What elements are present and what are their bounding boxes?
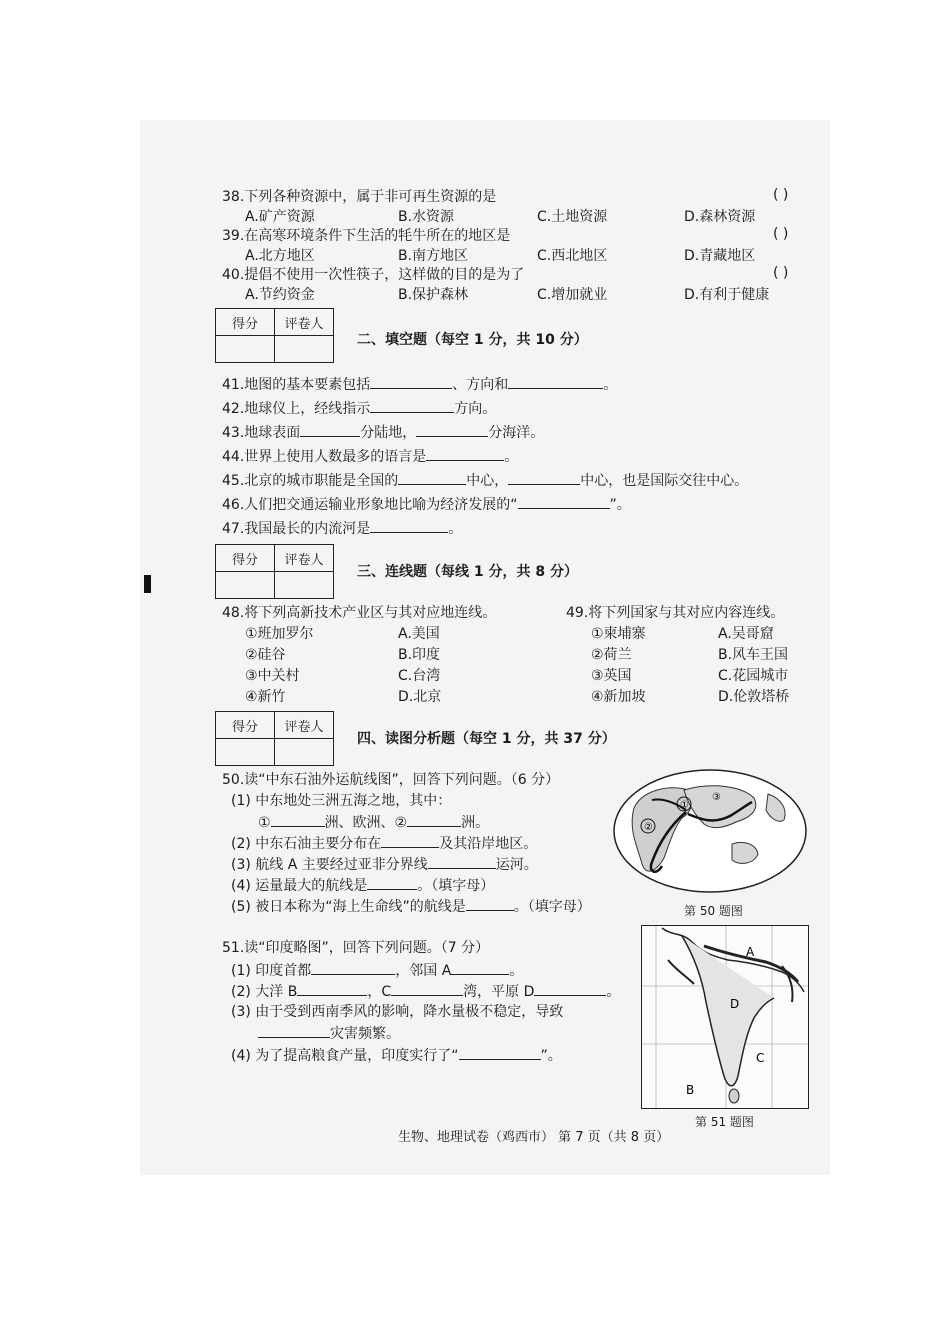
score-cell[interactable] — [216, 336, 275, 363]
q50-1b-text-b: 洲、欧洲、② — [324, 815, 408, 831]
blank-51-6[interactable] — [258, 1023, 330, 1038]
q48-right-d[interactable]: D.北京 — [398, 689, 442, 705]
blank-45-1[interactable] — [398, 470, 466, 485]
q50-1b-text-c: 洲。 — [461, 815, 490, 831]
q51-3b-text: 灾害频繁。 — [330, 1026, 400, 1042]
route-label-3: ③ — [712, 792, 721, 803]
blank-46[interactable] — [518, 494, 610, 509]
blank-51-5[interactable] — [534, 981, 606, 996]
grader-cell[interactable] — [275, 739, 334, 766]
option-38a: A.矿产资源 — [245, 209, 315, 225]
caption-map-51: 第 51 题图 — [695, 1115, 754, 1129]
map-label-c: C — [756, 1051, 765, 1065]
blank-50-2[interactable] — [407, 812, 461, 827]
q44-text-a: 44.世界上使用人数最多的语言是 — [222, 449, 427, 465]
q47-text-b: 。 — [448, 521, 463, 537]
q47-text-a: 47.我国最长的内流河是 — [222, 521, 371, 537]
question-47 — [222, 518, 462, 539]
q42-text-b: 方向。 — [454, 401, 497, 417]
q45-text-c: 中心，也是国际交往中心。 — [580, 473, 749, 489]
score-cell[interactable] — [216, 739, 275, 766]
q50-sub-2 — [231, 833, 537, 854]
q51-2-text-b: ，C — [367, 984, 392, 1000]
score-label: 得分 — [216, 545, 275, 572]
option-40d: D.有利于健康 — [684, 287, 770, 303]
q51-sub-4 — [231, 1045, 562, 1066]
option-40c: C.增加就业 — [537, 287, 608, 303]
q49-right-a[interactable]: A.吴哥窟 — [718, 626, 774, 642]
q50-sub-1b — [258, 812, 489, 833]
section-title-match: 三、连线题（每线 1 分，共 8 分） — [357, 564, 578, 580]
q48-right-b[interactable]: B.印度 — [398, 647, 441, 663]
q48-left-4[interactable]: ④新竹 — [245, 689, 286, 705]
q49-right-b[interactable]: B.风车王国 — [718, 647, 789, 663]
page-footer: 生物、地理试卷（鸡西市） 第 7 页（共 8 页） — [398, 1130, 670, 1145]
blank-50-5[interactable] — [367, 875, 417, 890]
option-39c: C.西北地区 — [537, 248, 608, 264]
q41-text-a: 41.地图的基本要素包括 — [222, 377, 371, 393]
q49-left-2[interactable]: ②荷兰 — [591, 647, 632, 663]
question-42 — [222, 398, 496, 419]
q51-2-text-c: 湾，平原 D — [463, 984, 535, 1000]
option-40b: B.保护森林 — [398, 287, 469, 303]
blank-51-3[interactable] — [297, 981, 367, 996]
route-label-1: ① — [680, 800, 689, 811]
q50-sub-1: (1) 中东地处三洲五海之地，其中： — [231, 793, 452, 809]
q49-right-c[interactable]: C.花园城市 — [718, 668, 789, 684]
q50-5-text-a: (5) 被日本称为“海上生命线”的航线是 — [231, 899, 466, 915]
q44-text-b: 。 — [504, 449, 519, 465]
score-box-fill — [215, 308, 334, 363]
score-box-map — [215, 711, 334, 766]
q51-2-text-a: (2) 大洋 B — [231, 984, 298, 1000]
india-map-graphic — [642, 926, 808, 1108]
q51-1-text-b: ，邻国 A — [395, 963, 452, 979]
question-51: 51.读“印度略图”，回答下列问题。（7 分） — [222, 940, 490, 956]
map-label-d: D — [730, 997, 740, 1011]
route-label-2: ② — [644, 822, 653, 833]
q50-1b-text-a: ① — [258, 815, 271, 831]
q50-4-text-b: 。（填字母） — [417, 878, 495, 894]
q50-sub-5 — [231, 896, 591, 917]
q43-text-c: 分海洋。 — [488, 425, 545, 441]
blank-50-4[interactable] — [428, 854, 496, 869]
q48-left-2[interactable]: ②硅谷 — [245, 647, 286, 663]
score-cell[interactable] — [216, 572, 275, 599]
score-box-match — [215, 544, 334, 599]
q50-sub-3 — [231, 854, 538, 875]
option-38b: B.水资源 — [398, 209, 455, 225]
q51-1-text-a: (1) 印度首都 — [231, 963, 312, 979]
q50-2-text-a: (2) 中东石油主要分布在 — [231, 836, 382, 852]
question-39: 39.在高寒环境条件下生活的牦牛所在的地区是 — [222, 228, 511, 244]
option-39a: A.北方地区 — [245, 248, 315, 264]
question-49: 49.将下列国家与其对应内容连线。 — [566, 605, 785, 621]
option-38c: C.土地资源 — [537, 209, 608, 225]
answer-paren-38[interactable]: ( ) — [773, 187, 789, 203]
grader-label: 评卷人 — [275, 309, 334, 336]
question-41 — [222, 374, 617, 395]
grader-cell[interactable] — [275, 572, 334, 599]
q49-left-1[interactable]: ①柬埔寨 — [591, 626, 646, 642]
scan-mark — [144, 575, 151, 593]
q49-left-3[interactable]: ③英国 — [591, 668, 632, 684]
question-50: 50.读“中东石油外运航线图”，回答下列问题。（6 分） — [222, 772, 560, 788]
q43-text-b: 分陆地， — [360, 425, 417, 441]
blank-50-3[interactable] — [381, 833, 439, 848]
blank-45-2[interactable] — [508, 470, 580, 485]
grader-cell[interactable] — [275, 336, 334, 363]
q46-text-b: ”。 — [609, 497, 631, 513]
q48-left-3[interactable]: ③中关村 — [245, 668, 300, 684]
q50-5-text-b: 。（填字母） — [513, 899, 591, 915]
blank-43-2[interactable] — [416, 422, 488, 437]
blank-47[interactable] — [370, 518, 448, 533]
q49-left-4[interactable]: ④新加坡 — [591, 689, 646, 705]
grader-label: 评卷人 — [275, 545, 334, 572]
map-label-b: B — [686, 1083, 695, 1097]
q51-sub-1 — [231, 960, 523, 981]
q46-text-a: 46.人们把交通运输业形象地比喻为经济发展的“ — [222, 497, 518, 513]
q41-text-b: 、方向和 — [452, 377, 509, 393]
world-map-graphic — [612, 768, 808, 894]
q51-1-text-c: 。 — [509, 963, 524, 979]
blank-51-7[interactable] — [459, 1045, 541, 1060]
q48-left-1[interactable]: ①班加罗尔 — [245, 626, 314, 642]
blank-50-6[interactable] — [466, 896, 514, 911]
section-title-fill: 二、填空题（每空 1 分，共 10 分） — [357, 332, 588, 348]
q45-text-a: 45.北京的城市职能是全国的 — [222, 473, 399, 489]
question-48: 48.将下列高新技术产业区与其对应地连线。 — [222, 605, 497, 621]
q51-2-text-d: 。 — [606, 984, 621, 1000]
blank-41-2[interactable] — [508, 374, 603, 389]
q51-sub-3: (3) 由于受到西南季风的影响，降水量极不稳定，导致 — [231, 1004, 564, 1020]
q50-4-text-a: (4) 运量最大的航线是 — [231, 878, 368, 894]
q50-sub-4 — [231, 875, 494, 896]
option-39d: D.青藏地区 — [684, 248, 756, 264]
answer-paren-39[interactable]: ( ) — [773, 226, 789, 242]
map-india — [641, 925, 809, 1109]
blank-44[interactable] — [426, 446, 504, 461]
q48-right-c[interactable]: C.台湾 — [398, 668, 441, 684]
q48-right-a[interactable]: A.美国 — [398, 626, 440, 642]
q51-sub-2 — [231, 981, 620, 1002]
q43-text-a: 43.地球表面 — [222, 425, 301, 441]
question-38: 38.下列各种资源中，属于非可再生资源的是 — [222, 189, 497, 205]
blank-43-1[interactable] — [300, 422, 360, 437]
map-label-a: A — [746, 945, 755, 959]
blank-51-2[interactable] — [451, 960, 509, 975]
blank-50-1[interactable] — [271, 812, 325, 827]
option-38d: D.森林资源 — [684, 209, 756, 225]
section-title-map: 四、读图分析题（每空 1 分，共 37 分） — [357, 731, 616, 747]
question-45 — [222, 470, 748, 491]
q51-4-text-b: ”。 — [540, 1048, 562, 1064]
q51-4-text-a: (4) 为了提高粮食产量，印度实行了“ — [231, 1048, 459, 1064]
q51-sub-3b — [258, 1023, 400, 1044]
q45-text-b: 中心， — [466, 473, 509, 489]
option-39b: B.南方地区 — [398, 248, 469, 264]
q50-3-text-b: 运河。 — [495, 857, 538, 873]
blank-51-4[interactable] — [391, 981, 463, 996]
question-40: 40.提倡不使用一次性筷子，这样做的目的是为了 — [222, 267, 525, 283]
question-43 — [222, 422, 544, 443]
question-46 — [222, 494, 631, 515]
score-label: 得分 — [216, 712, 275, 739]
answer-paren-40[interactable]: ( ) — [773, 265, 789, 281]
caption-map-50: 第 50 题图 — [684, 904, 743, 918]
q41-text-c: 。 — [603, 377, 618, 393]
option-40a: A.节约资金 — [245, 287, 315, 303]
q42-text-a: 42.地球仪上，经线指示 — [222, 401, 371, 417]
blank-41-1[interactable] — [370, 374, 452, 389]
map-oil-routes — [612, 768, 808, 894]
question-44 — [222, 446, 518, 467]
q49-right-d[interactable]: D.伦敦塔桥 — [718, 689, 790, 705]
score-label: 得分 — [216, 309, 275, 336]
q50-3-text-a: (3) 航线 A 主要经过亚非分界线 — [231, 857, 428, 873]
blank-42[interactable] — [370, 398, 454, 413]
q50-2-text-b: 及其沿岸地区。 — [439, 836, 538, 852]
blank-51-1[interactable] — [311, 960, 395, 975]
grader-label: 评卷人 — [275, 712, 334, 739]
